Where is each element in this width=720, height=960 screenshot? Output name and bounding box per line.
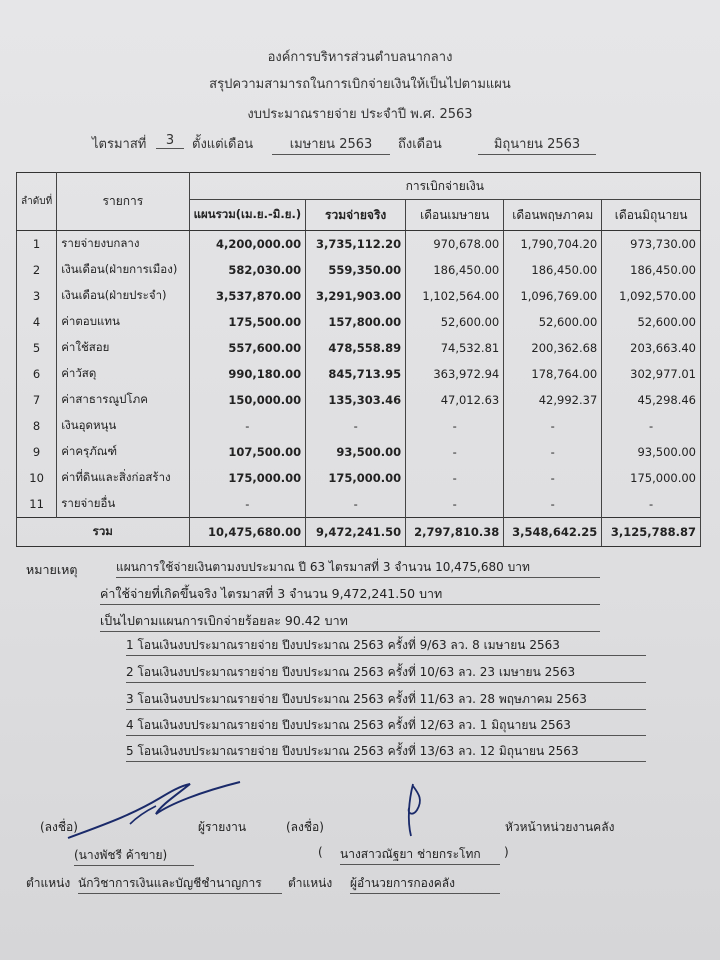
row-actual: 845,713.95 — [306, 361, 406, 387]
table-row — [17, 387, 701, 413]
col-header-no: ลำดับที่ — [17, 173, 57, 231]
row-actual: - — [306, 413, 406, 439]
row-may: 52,600.00 — [504, 309, 602, 335]
row-june: 52,600.00 — [602, 309, 701, 335]
table-row — [17, 335, 701, 361]
row-april: 52,600.00 — [406, 309, 504, 335]
row-april: - — [406, 465, 504, 491]
row-may: 186,450.00 — [504, 257, 602, 283]
row-plan: - — [189, 413, 306, 439]
row-may: - — [504, 491, 602, 518]
reporter-position-label: ตำแหน่ง — [26, 876, 71, 890]
row-actual: 93,500.00 — [306, 439, 406, 465]
total-may: 3,548,642.25 — [504, 518, 602, 547]
row-no: 3 — [17, 283, 57, 309]
row-may: 200,362.68 — [504, 335, 602, 361]
col-header-plan: แผนรวม(เม.ย.-มิ.ย.) — [189, 200, 306, 231]
row-no: 9 — [17, 439, 57, 465]
row-item: รายจ่ายงบกลาง — [57, 231, 189, 258]
reporter-name: (นางพัชรี ค้าขาย) — [74, 846, 194, 866]
table-row — [17, 491, 701, 518]
finance-sign-label: (ลงชื่อ) — [286, 820, 324, 834]
org-name: องค์การบริหารส่วนตำบลนากลาง — [267, 50, 453, 65]
col-header-june: เดือนมิถุนายน — [602, 200, 701, 231]
notes-label: หมายเหตุ — [26, 562, 78, 577]
table-row — [17, 361, 701, 387]
row-item: เงินอุดหนุน — [57, 413, 189, 439]
total-label: รวม — [17, 518, 190, 547]
row-actual: 135,303.46 — [306, 387, 406, 413]
row-april: 74,532.81 — [406, 335, 504, 361]
row-actual: - — [306, 491, 406, 518]
row-june: 93,500.00 — [602, 439, 701, 465]
transfer-line-2: 2 โอนเงินงบประมาณรายจ่าย ปีงบประมาณ 2563 ครั้งที่ 10/63 ลว. 23 เมษายน 2563 — [126, 663, 646, 683]
total-row — [17, 518, 701, 547]
notes-percent-line: เป็นไปตามแผนการเบิกจ่ายร้อยละ 90.42 บาท — [100, 611, 600, 632]
table-row — [17, 465, 701, 491]
total-april: 2,797,810.38 — [406, 518, 504, 547]
row-june: 45,298.46 — [602, 387, 701, 413]
finance-role: หัวหน้าหน่วยงานคลัง — [505, 820, 615, 834]
col-header-item: รายการ — [57, 173, 189, 231]
quarter-label: ไตรมาสที่ — [92, 137, 147, 152]
row-plan: 107,500.00 — [189, 439, 306, 465]
row-item: เงินเดือน(ฝ่ายประจำ) — [57, 283, 189, 309]
row-item: เงินเดือน(ฝ่ายการเมือง) — [57, 257, 189, 283]
disbursement-table — [16, 172, 701, 547]
row-actual: 559,350.00 — [306, 257, 406, 283]
row-plan: 582,030.00 — [189, 257, 306, 283]
row-plan: 3,537,870.00 — [189, 283, 306, 309]
transfer-line-5: 5 โอนเงินงบประมาณรายจ่าย ปีงบประมาณ 2563 ครั้งที่ 13/63 ลว. 12 มิถุนายน 2563 — [126, 742, 646, 762]
col-header-group: การเบิกจ่ายเงิน — [189, 173, 700, 200]
row-actual: 157,800.00 — [306, 309, 406, 335]
row-no: 7 — [17, 387, 57, 413]
row-item: ค่าวัสดุ — [57, 361, 189, 387]
total-actual: 9,472,241.50 — [306, 518, 406, 547]
row-actual: 175,000.00 — [306, 465, 406, 491]
row-april: 1,102,564.00 — [406, 283, 504, 309]
row-actual: 3,291,903.00 — [306, 283, 406, 309]
row-april: 47,012.63 — [406, 387, 504, 413]
row-no: 11 — [17, 491, 57, 518]
row-june: 973,730.00 — [602, 231, 701, 258]
row-item: ค่าสาธารณูปโภค — [57, 387, 189, 413]
row-june: - — [602, 491, 701, 518]
row-april: - — [406, 413, 504, 439]
finance-name: นางสาวณัฐยา ช่ายกระโทก — [340, 845, 500, 865]
transfer-line-4: 4 โอนเงินงบประมาณรายจ่าย ปีงบประมาณ 2563 ครั้งที่ 12/63 ลว. 1 มิถุนายน 2563 — [126, 716, 646, 736]
row-item: รายจ่ายอื่น — [57, 491, 189, 518]
row-plan: 175,000.00 — [189, 465, 306, 491]
row-plan: 150,000.00 — [189, 387, 306, 413]
row-no: 6 — [17, 361, 57, 387]
row-april: - — [406, 491, 504, 518]
quarter-value: 3 — [156, 133, 184, 149]
row-plan: 175,500.00 — [189, 309, 306, 335]
row-april: 186,450.00 — [406, 257, 504, 283]
row-item: ค่าครุภัณฑ์ — [57, 439, 189, 465]
transfer-line-1: 1 โอนเงินงบประมาณรายจ่าย ปีงบประมาณ 2563 ครั้งที่ 9/63 ลว. 8 เมษายน 2563 — [126, 636, 646, 656]
row-actual: 478,558.89 — [306, 335, 406, 361]
row-may: 178,764.00 — [504, 361, 602, 387]
row-may: 1,790,704.20 — [504, 231, 602, 258]
table-row — [17, 283, 701, 309]
row-no: 4 — [17, 309, 57, 335]
row-june: 186,450.00 — [602, 257, 701, 283]
summary-title: สรุปความสามารถในการเบิกจ่ายเงินให้เป็นไปตามแผน — [209, 77, 511, 92]
transfer-line-3: 3 โอนเงินงบประมาณรายจ่าย ปีงบประมาณ 2563 ครั้งที่ 11/63 ลว. 28 พฤษภาคม 2563 — [126, 690, 646, 710]
row-plan: 557,600.00 — [189, 335, 306, 361]
row-may: - — [504, 413, 602, 439]
row-april: - — [406, 439, 504, 465]
row-april: 363,972.94 — [406, 361, 504, 387]
reporter-sign-label: (ลงชื่อ) — [40, 820, 78, 834]
row-no: 2 — [17, 257, 57, 283]
finance-name-close-paren: ) — [504, 845, 509, 859]
row-may: 1,096,769.00 — [504, 283, 602, 309]
col-header-may: เดือนพฤษภาคม — [504, 200, 602, 231]
col-header-actual: รวมจ่ายจริง — [306, 200, 406, 231]
row-june: 203,663.40 — [602, 335, 701, 361]
row-plan: 990,180.00 — [189, 361, 306, 387]
row-item: ค่าใช้สอย — [57, 335, 189, 361]
finance-name-open-paren: ( — [318, 845, 323, 859]
row-june: 175,000.00 — [602, 465, 701, 491]
row-june: - — [602, 413, 701, 439]
budget-year-title: งบประมาณรายจ่าย ประจำปี พ.ศ. 2563 — [247, 107, 473, 122]
row-june: 302,977.01 — [602, 361, 701, 387]
row-plan: 4,200,000.00 — [189, 231, 306, 258]
from-month-label: ตั้งแต่เดือน — [192, 137, 254, 152]
row-may: 42,992.37 — [504, 387, 602, 413]
table-row — [17, 231, 701, 258]
row-item: ค่าตอบแทน — [57, 309, 189, 335]
finance-position-label: ตำแหน่ง — [288, 876, 333, 890]
notes-plan-line: แผนการใช้จ่ายเงินตามงบประมาณ ปี 63 ไตรมาสที่ 3 จำนวน 10,475,680 บาท — [116, 558, 600, 578]
row-no: 8 — [17, 413, 57, 439]
from-month-value: เมษายน 2563 — [272, 133, 390, 155]
row-may: - — [504, 439, 602, 465]
to-month-value: มิถุนายน 2563 — [478, 133, 596, 155]
reporter-position: นักวิชาการเงินและบัญชีชำนาญการ — [78, 874, 282, 894]
row-june: 1,092,570.00 — [602, 283, 701, 309]
col-header-april: เดือนเมษายน — [406, 200, 504, 231]
row-may: - — [504, 465, 602, 491]
row-no: 10 — [17, 465, 57, 491]
row-item: ค่าที่ดินและสิ่งก่อสร้าง — [57, 465, 189, 491]
row-no: 1 — [17, 231, 57, 258]
total-plan: 10,475,680.00 — [189, 518, 306, 547]
row-actual: 3,735,112.20 — [306, 231, 406, 258]
row-april: 970,678.00 — [406, 231, 504, 258]
finance-signature-icon — [395, 780, 435, 840]
row-no: 5 — [17, 335, 57, 361]
total-june: 3,125,788.87 — [602, 518, 701, 547]
to-month-label: ถึงเดือน — [398, 137, 442, 152]
table-row — [17, 309, 701, 335]
table-row — [17, 413, 701, 439]
reporter-role: ผู้รายงาน — [198, 820, 247, 834]
finance-position: ผู้อำนวยการกองคลัง — [350, 874, 500, 894]
table-row — [17, 439, 701, 465]
row-plan: - — [189, 491, 306, 518]
notes-actual-line: ค่าใช้จ่ายที่เกิดขึ้นจริง ไตรมาสที่ 3 จำนวน 9,472,241.50 บาท — [100, 584, 600, 605]
table-row — [17, 257, 701, 283]
